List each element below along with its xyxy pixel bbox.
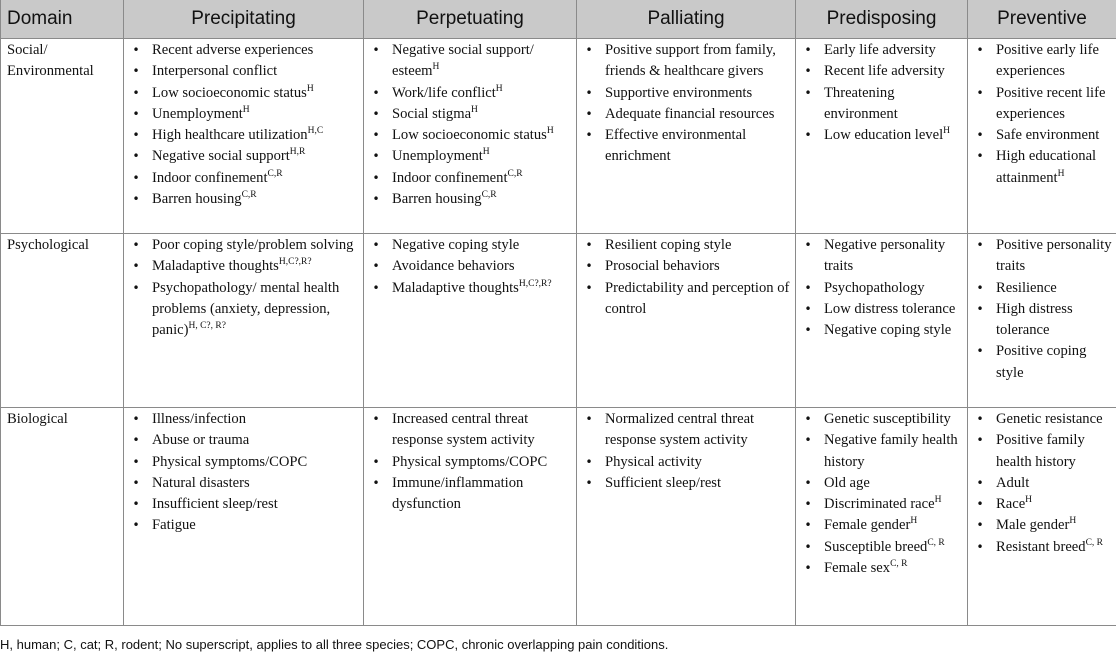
list-item bbox=[129, 235, 359, 256]
bullet-icon: • bbox=[132, 64, 140, 79]
factor-text: Work/life conflict bbox=[392, 84, 496, 101]
bullet-icon: • bbox=[976, 43, 984, 57]
species-superscript: C,R bbox=[241, 190, 257, 201]
factor-text: Poor coping style/problem solving bbox=[152, 237, 354, 253]
factor-text: Barren housing bbox=[152, 191, 242, 208]
list-item bbox=[973, 341, 1112, 384]
factor-list bbox=[577, 234, 795, 320]
factor-text: Old age bbox=[824, 474, 870, 491]
bullet-icon: • bbox=[132, 475, 140, 490]
factor-list bbox=[124, 234, 363, 341]
cell-biological-preventive bbox=[968, 408, 1116, 626]
species-superscript: H bbox=[482, 147, 490, 158]
factor-text: Interpersonal conflict bbox=[152, 63, 278, 80]
bullet-icon: • bbox=[372, 106, 380, 121]
header-predisposing: Predisposing bbox=[796, 0, 968, 39]
table-row-social-environmental bbox=[1, 39, 1116, 234]
factor-list bbox=[968, 408, 1116, 558]
factor-text: Threatening environment bbox=[824, 84, 898, 122]
table-row-biological bbox=[1, 408, 1116, 626]
factor-text: Unemployment bbox=[152, 105, 243, 122]
header-domain: Domain bbox=[1, 0, 124, 39]
bullet-icon: • bbox=[976, 128, 984, 143]
factor-text: Avoidance behaviors bbox=[392, 258, 515, 275]
bullet-icon: • bbox=[804, 280, 812, 295]
factor-text: Susceptible breed bbox=[824, 538, 928, 555]
list-item bbox=[801, 299, 963, 320]
bullet-icon: • bbox=[585, 454, 593, 469]
factor-text: Physical symptoms/COPC bbox=[152, 453, 308, 470]
list-item bbox=[369, 189, 572, 210]
list-item bbox=[801, 430, 963, 473]
factor-list bbox=[364, 408, 576, 515]
list-item bbox=[582, 256, 791, 277]
factor-text: High educational attainment bbox=[996, 148, 1097, 186]
factor-text: Positive coping style bbox=[996, 343, 1087, 381]
table-footnote: H, human; C, cat; R, rodent; No superscript, applies to all three species; COPC, chronic overlapping pain conditions. bbox=[0, 637, 669, 652]
bullet-icon: • bbox=[372, 43, 380, 57]
factor-text: Sufficient sleep/rest bbox=[605, 474, 722, 491]
factor-text: Illness/infection bbox=[152, 411, 247, 427]
list-item bbox=[801, 515, 963, 536]
bullet-icon: • bbox=[976, 412, 984, 426]
species-superscript: H, C?, R? bbox=[188, 321, 226, 332]
list-item bbox=[582, 278, 791, 321]
bullet-icon: • bbox=[976, 238, 984, 252]
bullet-icon: • bbox=[372, 454, 380, 469]
cell-social-environmental-predisposing bbox=[796, 39, 968, 234]
list-item bbox=[801, 235, 963, 278]
species-superscript: H bbox=[934, 495, 942, 506]
factor-text: Early life adversity bbox=[824, 42, 936, 58]
cell-biological-perpetuating bbox=[364, 408, 577, 626]
species-superscript: H,C?,R? bbox=[278, 257, 312, 268]
list-item bbox=[129, 494, 359, 515]
list-item bbox=[369, 168, 572, 189]
bullet-icon: • bbox=[976, 497, 984, 512]
list-item bbox=[129, 452, 359, 473]
factor-text: Positive support from family, friends & healthcare givers bbox=[605, 42, 776, 80]
list-item bbox=[369, 104, 572, 125]
factor-text: Predictability and perception of control bbox=[605, 279, 790, 317]
list-item bbox=[801, 494, 963, 515]
factor-text: Natural disasters bbox=[152, 474, 250, 491]
bullet-icon: • bbox=[585, 280, 593, 295]
bullet-icon: • bbox=[132, 433, 140, 448]
list-item bbox=[973, 430, 1112, 473]
factor-text: Low socioeconomic status bbox=[152, 84, 307, 101]
bullet-icon: • bbox=[132, 497, 140, 512]
header-row bbox=[1, 0, 1116, 39]
domain-cell: Biological bbox=[1, 408, 124, 626]
list-item bbox=[369, 146, 572, 167]
factor-text: Low education level bbox=[824, 127, 944, 144]
factor-text: Psychopathology bbox=[824, 279, 925, 296]
bullet-icon: • bbox=[804, 539, 812, 554]
species-superscript: H bbox=[1025, 495, 1033, 506]
factor-text: Positive personality traits bbox=[996, 237, 1112, 275]
cell-psychological-precipitating bbox=[124, 234, 364, 408]
list-item bbox=[129, 189, 359, 210]
species-superscript: H,R bbox=[289, 147, 306, 158]
list-item bbox=[369, 278, 572, 299]
list-item bbox=[369, 40, 572, 83]
list-item bbox=[369, 235, 572, 256]
list-item bbox=[369, 452, 572, 473]
bullet-icon: • bbox=[132, 170, 140, 185]
bullet-icon: • bbox=[372, 238, 380, 252]
list-item bbox=[129, 146, 359, 167]
cell-psychological-palliating bbox=[577, 234, 796, 408]
list-item bbox=[973, 146, 1112, 189]
species-superscript: H bbox=[306, 83, 314, 94]
species-superscript: C,R bbox=[481, 190, 497, 201]
factor-text: Insufficient sleep/rest bbox=[152, 496, 278, 513]
bullet-icon: • bbox=[372, 412, 380, 426]
factor-list bbox=[577, 408, 795, 494]
factor-text: Social stigma bbox=[392, 105, 472, 122]
bullet-icon: • bbox=[804, 85, 812, 100]
bullet-icon: • bbox=[585, 475, 593, 490]
factor-text: Resilience bbox=[996, 279, 1057, 296]
list-item bbox=[129, 430, 359, 451]
factor-list bbox=[796, 234, 967, 341]
cell-social-environmental-perpetuating bbox=[364, 39, 577, 234]
factor-text: Female gender bbox=[824, 517, 911, 534]
factor-text: High distress tolerance bbox=[996, 300, 1073, 339]
factor-text: Effective environmental enrichment bbox=[605, 127, 747, 165]
factor-list bbox=[796, 39, 967, 146]
list-item bbox=[973, 494, 1112, 515]
list-item bbox=[369, 125, 572, 146]
species-superscript: C, R bbox=[890, 559, 908, 570]
bullet-icon: • bbox=[976, 301, 984, 316]
bullet-icon: • bbox=[132, 149, 140, 164]
bullet-icon: • bbox=[372, 149, 380, 164]
list-item bbox=[129, 278, 359, 342]
factor-text: Low distress tolerance bbox=[824, 300, 956, 317]
factor-text: Prosocial behaviors bbox=[605, 258, 720, 275]
cell-psychological-preventive bbox=[968, 234, 1116, 408]
factor-text: Maladaptive thoughts bbox=[392, 279, 519, 296]
cell-psychological-perpetuating bbox=[364, 234, 577, 408]
list-item bbox=[801, 558, 963, 579]
bullet-icon: • bbox=[372, 192, 380, 207]
bullet-icon: • bbox=[585, 128, 593, 143]
factor-text: Fatigue bbox=[152, 517, 196, 534]
factor-text: Resistant breed bbox=[996, 538, 1086, 555]
bullet-icon: • bbox=[976, 149, 984, 164]
factor-text: Discriminated race bbox=[824, 496, 935, 513]
bullet-icon: • bbox=[804, 475, 812, 490]
species-superscript: H bbox=[1069, 516, 1077, 527]
list-item bbox=[801, 61, 963, 82]
factor-list bbox=[796, 408, 967, 579]
bullet-icon: • bbox=[132, 280, 140, 295]
list-item bbox=[973, 299, 1112, 342]
header-preventive: Preventive bbox=[968, 0, 1116, 39]
bullet-icon: • bbox=[804, 128, 812, 143]
bullet-icon: • bbox=[132, 85, 140, 100]
bullet-icon: • bbox=[132, 238, 140, 252]
factor-text: Negative personality traits bbox=[824, 237, 946, 275]
factor-text: Barren housing bbox=[392, 191, 482, 208]
bullet-icon: • bbox=[976, 518, 984, 533]
list-item bbox=[369, 473, 572, 516]
factor-text: Female sex bbox=[824, 560, 891, 577]
factor-text: Male gender bbox=[996, 517, 1070, 534]
factor-text: Low socioeconomic status bbox=[392, 127, 547, 144]
list-item bbox=[369, 256, 572, 277]
cell-psychological-predisposing bbox=[796, 234, 968, 408]
list-item bbox=[973, 83, 1112, 126]
species-superscript: H bbox=[1057, 168, 1065, 179]
species-superscript: H bbox=[242, 104, 250, 115]
species-superscript: H bbox=[495, 83, 503, 94]
bullet-icon: • bbox=[132, 128, 140, 143]
list-item bbox=[801, 409, 963, 430]
list-item bbox=[801, 278, 963, 299]
bullet-icon: • bbox=[804, 301, 812, 316]
species-superscript: H bbox=[432, 62, 440, 73]
bullet-icon: • bbox=[372, 170, 380, 185]
bullet-icon: • bbox=[132, 518, 140, 533]
bullet-icon: • bbox=[132, 106, 140, 121]
bullet-icon: • bbox=[585, 106, 593, 121]
factor-text: Immune/inflammation dysfunction bbox=[392, 474, 524, 513]
list-item bbox=[369, 83, 572, 104]
header-perpetuating: Perpetuating bbox=[364, 0, 577, 39]
species-superscript: C, R bbox=[927, 537, 945, 548]
factor-list bbox=[364, 234, 576, 299]
list-item bbox=[129, 256, 359, 277]
list-item bbox=[129, 104, 359, 125]
list-item bbox=[973, 515, 1112, 536]
list-item bbox=[129, 168, 359, 189]
species-superscript: H,C bbox=[307, 126, 324, 137]
factor-text: Psychopathology/ mental health problems (anxiety, depression, panic) bbox=[152, 279, 340, 339]
factor-text: Genetic susceptibility bbox=[824, 411, 951, 427]
bullet-icon: • bbox=[372, 475, 380, 490]
list-item bbox=[973, 125, 1112, 146]
factor-text: Negative social support/ esteem bbox=[392, 42, 534, 80]
list-item bbox=[973, 40, 1112, 83]
factor-text: Abuse or trauma bbox=[152, 432, 250, 449]
bullet-icon: • bbox=[804, 497, 812, 512]
list-item bbox=[973, 473, 1112, 494]
factor-list bbox=[968, 234, 1116, 384]
list-item bbox=[129, 473, 359, 494]
list-item bbox=[801, 83, 963, 126]
cell-social-environmental-preventive bbox=[968, 39, 1116, 234]
list-item bbox=[129, 61, 359, 82]
bullet-icon: • bbox=[585, 238, 593, 252]
factor-text: Adult bbox=[996, 474, 1030, 491]
list-item bbox=[129, 83, 359, 104]
factor-text: Indoor confinement bbox=[152, 169, 268, 186]
factor-text: Supportive environments bbox=[605, 84, 753, 101]
list-item bbox=[801, 473, 963, 494]
factor-text: High healthcare utilization bbox=[152, 127, 308, 144]
species-superscript: H bbox=[546, 126, 554, 137]
list-item bbox=[582, 235, 791, 256]
cell-biological-palliating bbox=[577, 408, 796, 626]
bullet-icon: • bbox=[976, 344, 984, 359]
bullet-icon: • bbox=[585, 43, 593, 57]
factor-list bbox=[364, 39, 576, 210]
cell-social-environmental-palliating bbox=[577, 39, 796, 234]
factor-text: Race bbox=[996, 496, 1026, 513]
bullet-icon: • bbox=[372, 259, 380, 274]
factor-text: Physical symptoms/COPC bbox=[392, 453, 548, 470]
bullet-icon: • bbox=[804, 64, 812, 79]
list-item bbox=[801, 537, 963, 558]
bullet-icon: • bbox=[976, 475, 984, 490]
factor-text: Negative social support bbox=[152, 148, 290, 165]
list-item bbox=[129, 40, 359, 61]
factor-list bbox=[968, 39, 1116, 189]
bullet-icon: • bbox=[372, 128, 380, 143]
cell-biological-predisposing bbox=[796, 408, 968, 626]
domain-cell: Social/ Environmental bbox=[1, 39, 124, 234]
species-superscript: H bbox=[943, 126, 951, 137]
list-item bbox=[582, 473, 791, 494]
list-item bbox=[973, 537, 1112, 558]
factor-text: Genetic resistance bbox=[996, 411, 1103, 427]
species-superscript: C,R bbox=[507, 168, 523, 179]
list-item bbox=[582, 409, 791, 452]
factor-text: Normalized central threat response system activity bbox=[605, 411, 755, 449]
factor-text: Recent adverse experiences bbox=[152, 42, 314, 58]
list-item bbox=[582, 104, 791, 125]
bullet-icon: • bbox=[804, 561, 812, 576]
list-item bbox=[129, 125, 359, 146]
list-item bbox=[582, 452, 791, 473]
factor-text: Positive recent life experiences bbox=[996, 84, 1106, 122]
species-superscript: H bbox=[471, 104, 478, 115]
species-superscript: H,C?,R? bbox=[518, 278, 552, 289]
list-item bbox=[973, 235, 1112, 278]
list-item bbox=[582, 83, 791, 104]
bullet-icon: • bbox=[132, 259, 140, 274]
species-superscript: C,R bbox=[267, 168, 283, 179]
domain-cell: Psychological bbox=[1, 234, 124, 408]
species-superscript: C, R bbox=[1085, 537, 1104, 548]
bullet-icon: • bbox=[585, 259, 593, 274]
header-precipitating: Precipitating bbox=[124, 0, 364, 39]
bullet-icon: • bbox=[976, 85, 984, 100]
bullet-icon: • bbox=[132, 43, 140, 57]
factor-text: Negative coping style bbox=[824, 322, 952, 339]
factor-text: Physical activity bbox=[605, 453, 702, 470]
factor-text: Negative coping style bbox=[392, 237, 520, 253]
bullet-icon: • bbox=[804, 43, 812, 57]
factor-text: Resilient coping style bbox=[605, 237, 732, 253]
bullet-icon: • bbox=[132, 192, 140, 207]
table-row-psychological bbox=[1, 234, 1116, 408]
bullet-icon: • bbox=[804, 518, 812, 533]
list-item bbox=[973, 409, 1112, 430]
bullet-icon: • bbox=[976, 539, 984, 554]
factor-text: Maladaptive thoughts bbox=[152, 258, 279, 275]
header-palliating: Palliating bbox=[577, 0, 796, 39]
list-item bbox=[973, 278, 1112, 299]
bullet-icon: • bbox=[372, 85, 380, 100]
factor-text: Unemployment bbox=[392, 148, 483, 165]
bullet-icon: • bbox=[804, 412, 812, 426]
bullet-icon: • bbox=[804, 323, 812, 338]
bullet-icon: • bbox=[372, 280, 380, 295]
factor-list bbox=[124, 39, 363, 210]
bullet-icon: • bbox=[804, 433, 812, 448]
factor-text: Negative family health history bbox=[824, 432, 958, 470]
list-item bbox=[582, 40, 791, 83]
list-item bbox=[129, 515, 359, 536]
factor-list bbox=[577, 39, 795, 168]
factor-text: Indoor confinement bbox=[392, 169, 508, 186]
factor-text: Safe environment bbox=[996, 127, 1100, 144]
bullet-icon: • bbox=[585, 85, 593, 100]
bullet-icon: • bbox=[132, 412, 140, 426]
list-item bbox=[129, 409, 359, 430]
factor-list bbox=[124, 408, 363, 537]
factor-text: Adequate financial resources bbox=[605, 105, 775, 122]
bullet-icon: • bbox=[585, 412, 593, 426]
cell-social-environmental-precipitating bbox=[124, 39, 364, 234]
cell-biological-precipitating bbox=[124, 408, 364, 626]
species-superscript: H bbox=[910, 516, 918, 527]
bullet-icon: • bbox=[804, 238, 812, 252]
bullet-icon: • bbox=[976, 280, 984, 295]
factor-text: Positive family health history bbox=[996, 432, 1085, 470]
list-item bbox=[801, 320, 963, 341]
list-item bbox=[801, 40, 963, 61]
factor-text: Positive early life experiences bbox=[996, 42, 1099, 80]
list-item bbox=[801, 125, 963, 146]
list-item bbox=[369, 409, 572, 452]
bullet-icon: • bbox=[132, 454, 140, 469]
factor-text: Increased central threat response system activity bbox=[392, 411, 535, 449]
list-item bbox=[582, 125, 791, 168]
factor-text: Recent life adversity bbox=[824, 63, 945, 80]
bullet-icon: • bbox=[976, 433, 984, 448]
